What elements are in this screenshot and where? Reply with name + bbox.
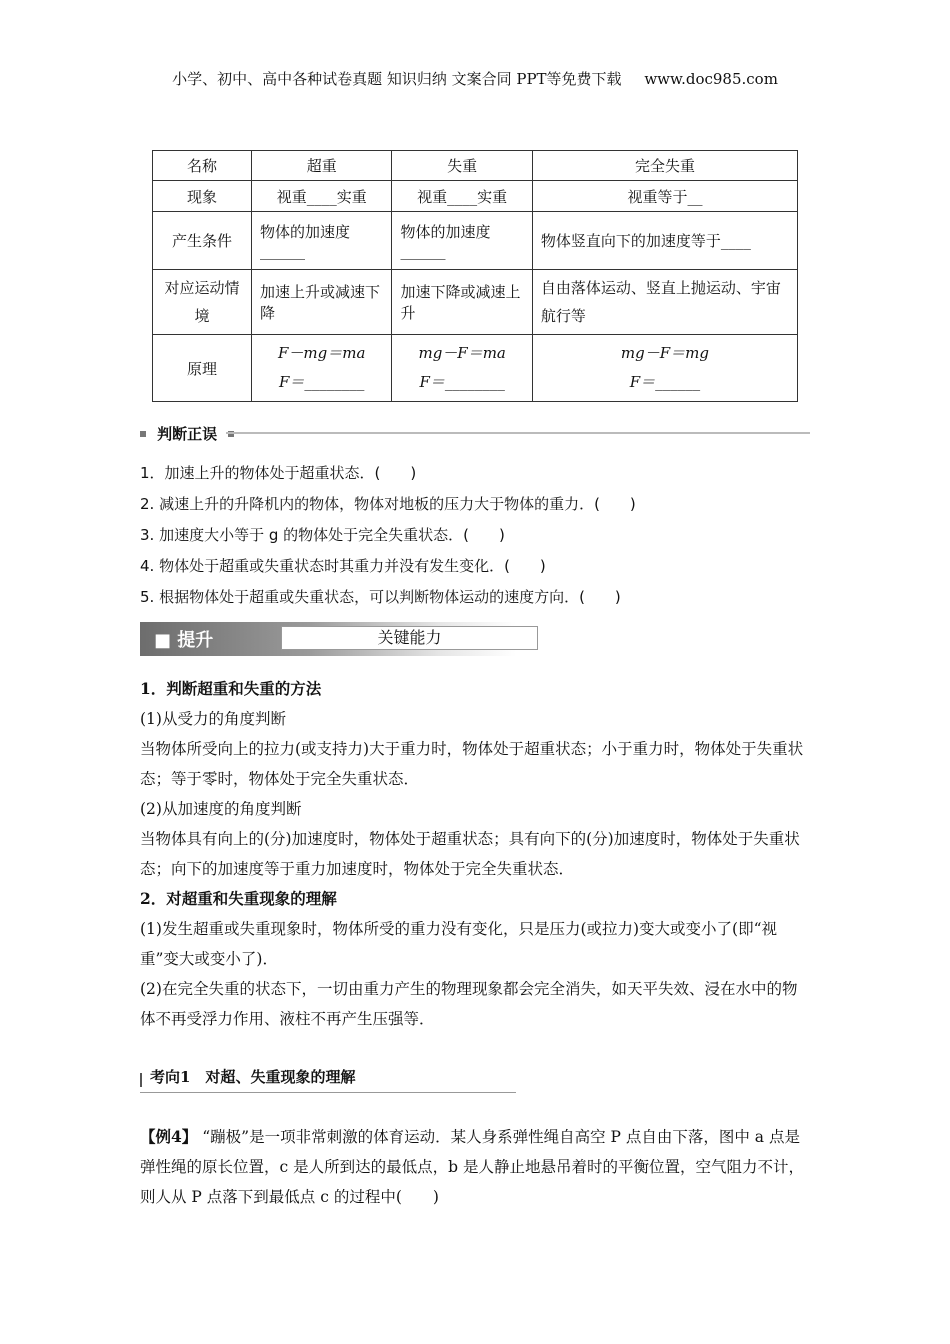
formula-cell (532, 335, 797, 402)
judge-section-title (140, 423, 810, 443)
weight-comparison-table (152, 150, 798, 402)
table-cell: 物体竖直向下的加速度等于____ (532, 212, 797, 270)
paragraph: (2)在完全失重的状态下，一切由重力产生的物理现象都会完全消失，如天平失效、浸在水中的物体不再受浮力作用、液柱不再产生压强等． (140, 980, 798, 1028)
formula-line: mg－F＝mg (620, 344, 709, 362)
square-bullet-icon (140, 431, 146, 437)
judge-title: 判断正误 (157, 425, 218, 443)
judge-list (140, 458, 636, 613)
table-row (153, 181, 798, 212)
table-cell: 物体的加速度______ (252, 212, 392, 270)
header-text: 小学、初中、高中各种试卷真题 知识归纳 文案合同 PPT等免费下载 (172, 70, 622, 88)
content-heading: 2．对超重和失重现象的理解 (140, 889, 337, 908)
formula-line: F－mg＝ma (278, 344, 366, 362)
section-banner (140, 622, 516, 656)
table-cell: 物体的加速度______ (392, 212, 532, 270)
paragraph: (2)从加速度的角度判断 (140, 800, 302, 818)
formula-cell (392, 335, 532, 402)
formula-line: mg－F＝ma (418, 344, 506, 362)
row-label: 对应运动情境 (153, 270, 252, 335)
header-url[interactable]: www.doc985.com (644, 70, 778, 88)
banner-box: 关键能力 (281, 626, 538, 650)
table-header-row (153, 151, 798, 181)
table-header-cell: 超重 (252, 151, 392, 181)
table-header-cell: 名称 (153, 151, 252, 181)
list-item: 5. 根据物体处于超重或失重状态，可以判断物体运动的速度方向．( ) (140, 588, 621, 606)
row-label: 原理 (153, 335, 252, 402)
example-label: 【例4】 (140, 1127, 198, 1146)
heading-bar (140, 1073, 146, 1087)
paragraph: 当物体具有向上的(分)加速度时，物体处于超重状态；具有向下的(分)加速度时，物体处于失重状态；向下的加速度等于重力加速度时，物体处于完全失重状态． (140, 830, 800, 878)
row-label: 产生条件 (153, 212, 252, 270)
section-divider (226, 432, 810, 434)
formula-cell (252, 335, 392, 402)
formula-line: F＝________ (419, 373, 505, 391)
table-cell: 视重____实重 (252, 181, 392, 212)
example-block (140, 1122, 810, 1212)
row-label: 现象 (153, 181, 252, 212)
table-header-cell: 失重 (392, 151, 532, 181)
example-text: “蹦极”是一项非常刺激的体育运动．某人身系弹性绳自高空 P 点自由下落，图中 a 点是弹性绳的原长位置，c 是人所到达的最低点，b 是人静止地悬吊着时的平衡位置，空气阻力不计，则人从 P 点落下到最低点 c 的过程中( ) (140, 1128, 804, 1206)
formula-line: F＝________ (279, 373, 365, 391)
table-row (153, 335, 798, 402)
content-block (140, 674, 810, 1034)
paragraph: 当物体所受向上的拉力(或支持力)大于重力时，物体处于超重状态；小于重力时，物体处于失重状态；等于零时，物体处于完全失重状态． (140, 740, 804, 788)
paragraph: (1)发生超重或失重现象时，物体所受的重力没有变化，只是压力(或拉力)变大或变小了(即“视重”变大或变小了)． (140, 920, 778, 968)
formula-line: F＝______ (629, 373, 701, 391)
table-row (153, 270, 798, 335)
list-item: 2. 减速上升的升降机内的物体，物体对地板的压力大于物体的重力．( ) (140, 495, 636, 513)
content-heading: 1．判断超重和失重的方法 (140, 679, 322, 698)
paragraph: (1)从受力的角度判断 (140, 710, 286, 728)
list-item: 3. 加速度大小等于 g 的物体处于完全失重状态．( ) (140, 526, 505, 544)
page-header (0, 68, 950, 89)
table-header-cell: 完全失重 (532, 151, 797, 181)
kaoxiang-heading (140, 1066, 516, 1093)
table-cell: 加速上升或减速下降 (252, 270, 392, 335)
list-item: 1．加速上升的物体处于超重状态．( ) (140, 464, 417, 482)
list-item: 4. 物体处于超重或失重状态时其重力并没有发生变化．( ) (140, 557, 546, 575)
table-cell: 加速下降或减速上升 (392, 270, 532, 335)
banner-label: ■ 提升 (154, 630, 214, 651)
table-row (153, 212, 798, 270)
table-cell: 视重等于__ (532, 181, 797, 212)
kaoxiang-title: 考向1 对超、失重现象的理解 (150, 1068, 356, 1086)
table-cell: 自由落体运动、竖直上抛运动、宇宙航行等 (532, 270, 797, 335)
table-cell: 视重____实重 (392, 181, 532, 212)
